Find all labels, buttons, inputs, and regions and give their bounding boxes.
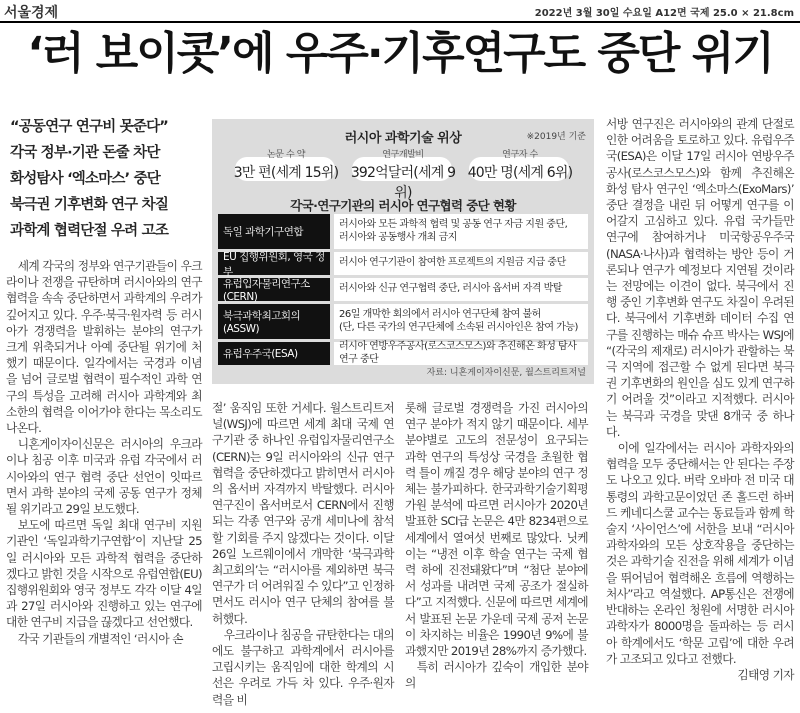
- paragraph: 롯해 글로벌 경쟁력을 가진 러시아의 연구 분야가 적지 않기 때문이다. 세부 분야별로 고도의 전문성이 요구되는 과학 연구의 특성상 국경을 초월한 협력 틀이 깨질 경우 해당 분야의 연구 정체는 불가피하다. 한국과학기술기획평가원 분석에 따르면 러시아가 2020년 발표한 SCI급 논문은 4만 8234편으로 세계에서 열여섯 번째로 많았다. 닛케이는 “냉전 이후 학술 연구는 국제 협력 하에 진전돼왔다”며 “첨단 분야에서 성과를 내려면 국제 공조가 절실하다”고 지적했다. 신문에 따르면 세계에서 발표된 논문 가운데 국제 공저 논문이 차지하는 비율은 1990년 9%에 불과했지만 2019년 28%까지 증가했다.: [405, 401, 588, 659]
- table-desc: [334, 342, 588, 365]
- masthead-rule: [0, 21, 800, 23]
- infographic-source: 자료: 니혼게이자이신문, 월스트리트저널: [426, 368, 586, 378]
- stat-value: 40만 명(세계 6위): [467, 165, 573, 181]
- byline: 김태영 기자: [737, 667, 794, 682]
- stat-value: 392억달러(세계 9위): [350, 165, 456, 201]
- table-row: [218, 250, 588, 278]
- table-org: EU 집행위원회, 영국 정부: [218, 252, 330, 275]
- cooperation-table: [218, 214, 588, 368]
- article-column-middle-2: [405, 400, 588, 692]
- infographic-title: 러시아 과학기술 위상: [344, 131, 462, 146]
- paragraph: 특히 러시아가 깊숙이 개입한 분야의: [405, 660, 588, 691]
- table-desc: [334, 304, 588, 339]
- paragraph: 보도에 따르면 독일 최대 연구비 지원 기관인 ‘독일과학기구연합’이 지난달 25일 러시아와 모든 과학적 협력을 중단하겠다고 밝힌 것을 시작으로 유럽연합(EU) 집행위원회와 영국 정부도 각각 이달 4일과 27일 러시아와 진행하고 있는 연구에 대한 연구비 지급을 끊겠다고 선언했다.: [6, 518, 202, 630]
- subhead: 북극권 기후변화 연구 차질: [10, 197, 169, 213]
- desc-line: 26일 개막한 회의에서 러시아 연구단체 참여 불허: [339, 309, 541, 320]
- desc-line: (단, 다른 국가의 연구단체에 소속된 러시아인은 참여 가능): [339, 321, 578, 333]
- table-desc: [334, 252, 588, 275]
- desc-line: 러시아 연구기관이 참여한 프로젝트의 지원금 지급 중단: [339, 257, 566, 269]
- table-row: [218, 304, 588, 339]
- subhead: 화성탐사 ‘엑소마스’ 중단: [10, 171, 160, 187]
- stat-papers: [230, 147, 342, 187]
- article-column-right: [606, 116, 794, 683]
- stat-rnd: [347, 147, 459, 201]
- article-column-left: [6, 258, 202, 647]
- table-org: 북극과학최고회의(ASSW): [218, 304, 330, 339]
- paragraph: 절’ 움직임 또한 거세다. 월스트리트저널(WSJ)에 따르면 세계 최대 국제 연구기관 중 하나인 유럽입자물리연구소(CERN)는 9일 러시아와의 신규 연구 협력을 중단하겠다고 밝히면서 러시아의 옵서버 자격까지 박탈했다. 러시아 연구진이 옵서버로서 CERN에서 진행되는 각종 연구와 공개 세미나에 참석할 기회를 주지 않겠다는 것이다. 이달 26일 노르웨이에서 개막한 ‘북극과학최고회의’는 “러시아를 제외하면 북극 연구가 더 어려워질 수 있다”고 인정하면서도 러시아 연구 단체의 참여를 불허했다.: [212, 401, 394, 626]
- paragraph: 우크라이나 침공을 규탄한다는 대의에도 불구하고 과학계에서 러시아를 고립시키는 움직임에 대한 학계의 시선은 우려로 가득 차 있다. 우주·원자력을 비: [212, 627, 394, 707]
- stat-label: 논문 수 약: [266, 150, 306, 160]
- paragraph: 이에 일각에서는 러시아 과학자와의 협력을 모두 중단해서는 안 된다는 주장도 나오고 있다. 버락 오바마 전 미국 대통령의 과학고문이었던 존 홀드런 하버드 케네디스쿨 교수는 동료들과 함께 학술지 ‘사이언스’에 서한을 보내 “러시아 과학자와의 모든 상호작용을 중단하는 것은 과학기술 진전을 위해 세계가 이념을 뛰어넘어 협력해온 흐름에 역행하는 처사”라고 역설했다. AP통신은 전쟁에 반대하는 온라인 청원에 서명한 러시아 과학자가 8000명을 돌파하는 등 러시아 학계에서도 ‘학문 고립’에 대한 우려가 고조되고 있다고 전했다.: [606, 441, 794, 666]
- paragraph: 서방 연구진은 러시아와의 관계 단절로 인한 어려움을 토로하고 있다. 유럽우주국(ESA)은 이달 17일 러시아 연방우주공사(로스코스모스)와 함께 추진해온 화성 탐사 연구인 ‘엑소마스(ExoMars)’ 중단 결정을 내린 뒤 어떻게 연구를 이어갈지 고심하고 있다. 유럽 국가들만 연구에 참여하거나 미국항공우주국(NASA·나사)과 협력하는 방안 등이 거론되나 연구가 예정보다 지연될 것이라는 전망에는 이견이 없다. 북극에서 진행 중인 기후변화 연구도 차질이 우려된다. 북극에서 기후변화 데이터 수집 연구를 진행하는 매슈 슈프 박사는 WSJ에 “(각국의 제재로) 러시아가 관할하는 북극 지역에 접근할 수 없게 된다면 북극권 기후변화의 원인을 심도 있게 연구하기 어려울 것”이라고 지적했다. 러시아는 북극과 국경을 맞댄 8개국 중 하나다.: [606, 117, 794, 439]
- paragraph: 세계 각국의 정부와 연구기관들이 우크라이나 전쟁을 규탄하며 러시아와의 연구 협력을 속속 중단하면서 과학계의 우려가 깊어지고 있다. 우주·북극·원자력 등 러시아가 경쟁력을 발휘하는 분야의 연구가 크게 위축되거나 아예 중단될 위기에 처했기 때문이다. 일각에서는 국경과 이념을 넘어 글로벌 협력이 필수적인 과학 연구의 특성을 고려해 러시아 과학계와 최소한의 협력을 이어가야 한다는 목소리도 나온다.: [6, 259, 202, 436]
- subhead: 각국 정부·기관 돈줄 차단: [10, 145, 160, 161]
- article-column-middle-1: [212, 400, 394, 708]
- infographic: [212, 119, 594, 384]
- stats-row: [212, 147, 594, 201]
- desc-line: 러시아와 신규 연구협력 중단, 러시아 옵서버 자격 박탈: [339, 283, 562, 295]
- dateline: 2022년 3월 30일 수요일 A12면 국제 25.0 × 21.8cm: [534, 8, 794, 19]
- headline: ‘러 보이콧’에 우주·기후연구도 중단 위기: [27, 28, 773, 79]
- table-desc: [334, 278, 588, 301]
- subhead: 과학계 협력단절 우려 고조: [10, 223, 169, 239]
- table-org: 유럽우주국(ESA): [218, 342, 330, 365]
- table-org: 독일 과학기구연합: [218, 214, 330, 249]
- table-title: 각국·연구기관의 러시아 연구협력 중단 현황: [290, 198, 516, 213]
- desc-line: 러시아 연방우주공사(로스코스모스)와 추진해온 화성 탐사 연구 중단: [339, 341, 577, 365]
- table-row: [218, 214, 588, 249]
- table-desc: [334, 214, 588, 249]
- infographic-note: ※2019년 기준: [526, 132, 586, 142]
- table-row: [218, 278, 588, 301]
- subhead: “공동연구 연구비 못준다”: [10, 119, 169, 135]
- stat-value: 3만 편(세계 15위): [233, 165, 339, 181]
- paragraph: 니혼게이자이신문은 러시아의 우크라이나 침공 이후 미국과 유럽 각국에서 러시아와의 연구 협력 중단 선언이 잇따르면서 과학 분야의 국제 공동 연구가 정체될 위기라고 29일 보도했다.: [6, 437, 202, 517]
- stat-researchers: [464, 147, 576, 187]
- stat-label: 연구자 수: [502, 150, 538, 160]
- desc-line: 러시아와 모든 과학적 협력 및 공동 연구 자금 지원 중단,: [339, 219, 568, 230]
- table-org: 유럽입자물리연구소(CERN): [218, 278, 330, 301]
- masthead: [0, 0, 800, 22]
- newspaper-brand: 서울경제: [4, 5, 59, 21]
- table-row: [218, 342, 588, 365]
- stat-label: 연구개발비: [382, 150, 424, 160]
- paragraph: 각국 기관들의 개별적인 ‘러시아 손: [17, 631, 183, 646]
- desc-line: 러시아와 공동행사 개최 금지: [339, 231, 457, 243]
- subheads: [10, 114, 200, 244]
